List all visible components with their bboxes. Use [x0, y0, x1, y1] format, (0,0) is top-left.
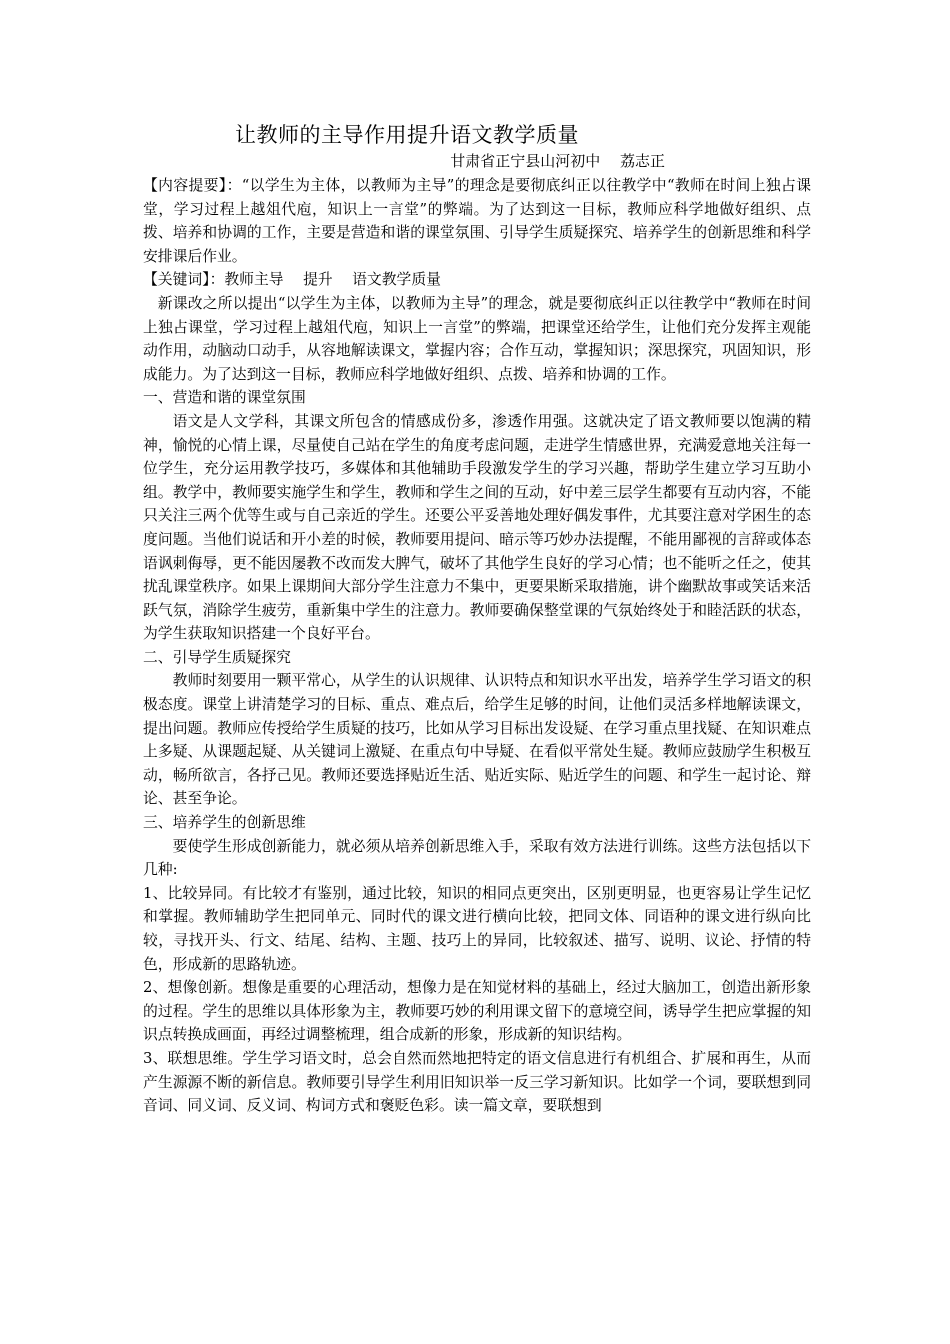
section-3-heading: 三、培养学生的创新思维 — [143, 814, 306, 832]
author-line: 甘肃省正宁县山河初中 荔志正 — [450, 152, 665, 170]
section-2-body: 教师时刻要用一颗平常心，从学生的认识规律、认识特点和知识水平出发，培养学生学习语文的积极态度。课堂上讲清楚学习的目标、重点、难点后，给学生足够的时间，让他们灵活多样地解读课文，提出问题。教师应传授给学生质疑的技巧，比如从学习目标出发设疑、在学习重点里找疑、在知识难点上多疑、从课题起疑、从关键词上激疑、在重点句中导疑、在看似平常处生疑。教师应鼓励学生积极互动，畅所欲言，各抒己见。教师还要选择贴近生活、贴近实际、贴近学生的问题、和学生一起讨论、辩论、甚至争论。 — [143, 672, 811, 808]
list-item: 3、联想思维。学生学习语文时，总会自然而然地把特定的语文信息进行有机组合、扩展和再生，从而产生源源不断的新信息。教师要引导学生利用旧知识举一反三学习新知识。比如学一个词，要联想到同音词、同义词、反义词、构词方式和褒贬色彩。读一篇文章，要联想到 — [143, 1049, 811, 1115]
document-page — [143, 122, 811, 1118]
intro-paragraph: 新课改之所以提出“以学生为主体，以教师为主导”的理念，就是要彻底纠正以往教学中“教师在时间上独占课堂，学习过程上越俎代庖，知识上一言堂”的弊端，把课堂还给学生，让他们充分发挥主观能动作用，动脑动口动手，从容地解读课文，掌握内容；合作互动，掌握知识；深思探究，巩固知识，形成能力。为了达到这一目标，教师应科学地做好组织、点拨、培养和协调的工作。 — [143, 294, 811, 383]
keywords-line: 【关键词】：教师主导 提升 语文教学质量 — [143, 271, 441, 289]
list-item: 1、比较异同。有比较才有鉴别，通过比较，知识的相同点更突出，区别更明显，也更容易让学生记忆和掌握。教师辅助学生把同单元、同时代的课文进行横向比较，把同文体、同语种的课文进行纵向比较，寻找开头、行文、结尾、结构、主题、技巧上的异同，比较叙述、描写、说明、议论、抒情的特色，形成新的思路轨迹。 — [143, 884, 811, 973]
document-title: 让教师的主导作用提升语文教学质量 — [235, 123, 579, 147]
list-item: 2、想像创新。想像是重要的心理活动，想像力是在知觉材料的基础上，经过大脑加工，创造出新形象的过程。学生的思维以具体形象为主，教师要巧妙的利用课文留下的意境空间，诱导学生把应掌握的知识点转换成画面，再经过调整梳理，组合成新的形象，形成新的知识结构。 — [143, 979, 811, 1044]
abstract-paragraph: 【内容提要】：“以学生为主体，以教师为主导”的理念是要彻底纠正以往教学中“教师在时间上独占课堂，学习过程上越俎代庖，知识上一言堂”的弊端。为了达到这一目标，教师应科学地做好组织、点拨、培养和协调的工作，主要是营造和谐的课堂氛围、引导学生质疑探究、培养学生的创新思维和科学安排课后作业。 — [143, 177, 811, 265]
section-2-heading: 二、引导学生质疑探究 — [143, 648, 291, 666]
section-1-body: 语文是人文学科，其课文所包含的情感成份多，渗透作用强。这就决定了语文教师要以饱满的精神，愉悦的心情上课，尽量使自己站在学生的角度考虑问题，走进学生情感世界，充满爱意地关注每一位学生，充分运用教学技巧，多媒体和其他辅助手段激发学生的学习兴趣，帮助学生建立学习互助小组。教学中，教师要实施学生和学生，教师和学生之间的互动，好中差三层学生都要有互动内容，不能只关注三两个优等生或与自己亲近的学生。还要公平妥善地处理好偶发事件，尤其要注意对学困生的态度问题。当他们说话和开小差的时候，教师要用提问、暗示等巧妙办法提醒，不能用鄙视的言辞或体态语讽刺侮辱，更不能因屡教不改而发大脾气，破坏了其他学生良好的学习心情；也不能听之任之，使其扰乱课堂秩序。如果上课期间大部分学生注意力不集中，更要果断采取措施，讲个幽默故事或笑话来活跃气氛，消除学生疲劳，重新集中学生的注意力。教师要确保整堂课的气氛始终处于和睦活跃的状态，为学生获取知识搭建一个良好平台。 — [143, 412, 811, 643]
section-1-heading: 一、营造和谐的课堂氛围 — [143, 389, 306, 407]
section-3-body: 要使学生形成创新能力，就必须从培养创新思维入手，采取有效方法进行训练。这些方法包括以下几种: — [143, 837, 811, 879]
